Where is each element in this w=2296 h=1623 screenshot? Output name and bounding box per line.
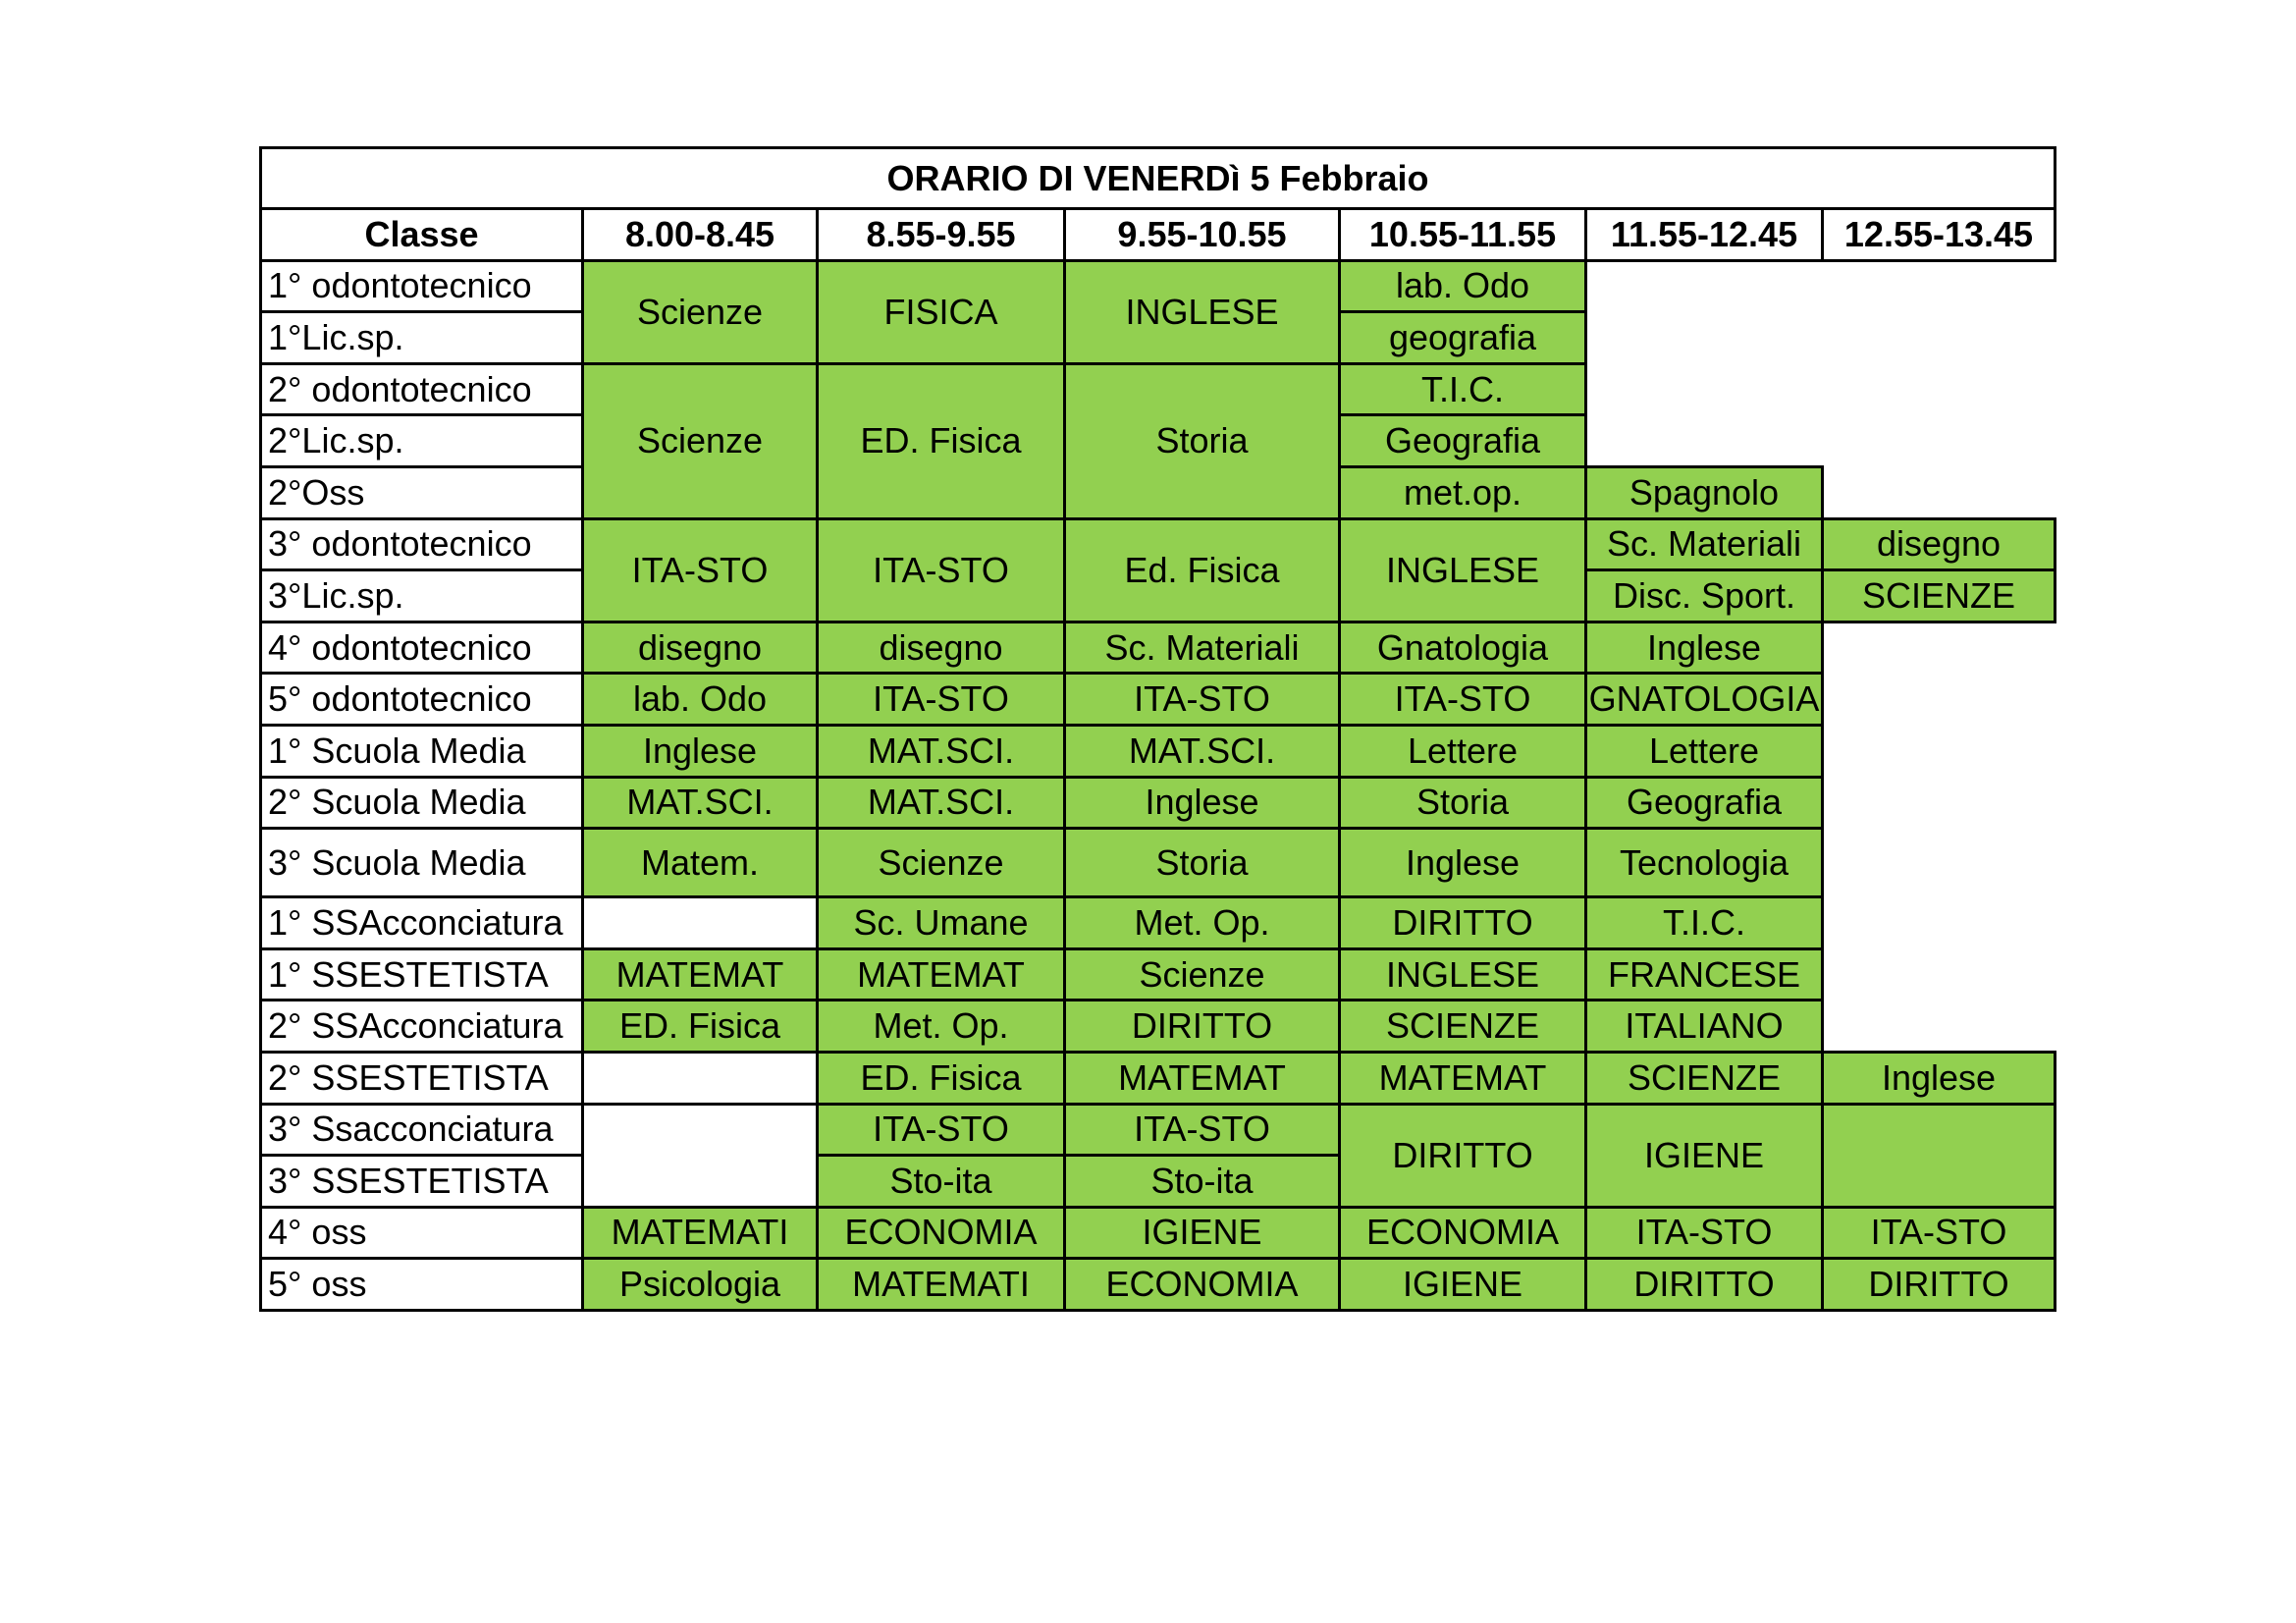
class-label: 1° SSAcconciatura — [261, 897, 583, 949]
lesson-cell: met.op. — [1340, 466, 1586, 518]
lesson-cell: T.I.C. — [1586, 897, 1823, 949]
lesson-cell: DIRITTO — [1065, 1001, 1340, 1053]
lesson-cell: ITA-STO — [1823, 1207, 2056, 1259]
lesson-cell: ECONOMIA — [1340, 1207, 1586, 1259]
lesson-cell: Tecnologia — [1586, 829, 1823, 897]
lesson-cell: INGLESE — [1340, 518, 1586, 622]
lesson-cell: Matem. — [583, 829, 818, 897]
lesson-cell: Inglese — [1340, 829, 1586, 897]
header-slot-4: 10.55-11.55 — [1340, 209, 1586, 261]
lesson-cell: MATEMAT — [1065, 1052, 1340, 1104]
lesson-cell: ITA-STO — [583, 518, 818, 622]
empty-lesson-cell — [583, 897, 818, 949]
lesson-cell: IGIENE — [1340, 1259, 1586, 1311]
lesson-cell: Met. Op. — [818, 1001, 1065, 1053]
lesson-cell: MAT.SCI. — [583, 777, 818, 829]
lesson-cell: Spagnolo — [1586, 466, 1823, 518]
lesson-cell: MAT.SCI. — [1065, 725, 1340, 777]
lesson-cell: INGLESE — [1065, 260, 1340, 363]
class-label: 2° SSESTETISTA — [261, 1052, 583, 1104]
lesson-cell: ITA-STO — [818, 1104, 1065, 1156]
lesson-cell: MATEMATI — [818, 1259, 1065, 1311]
lesson-cell: Lettere — [1340, 725, 1586, 777]
class-label: 4° odontotecnico — [261, 622, 583, 674]
lesson-cell: MAT.SCI. — [818, 725, 1065, 777]
class-label: 3° Scuola Media — [261, 829, 583, 897]
lesson-cell: Sc. Materiali — [1065, 622, 1340, 674]
lesson-cell: MATEMAT — [1340, 1052, 1586, 1104]
lesson-cell: Inglese — [1586, 622, 1823, 674]
lesson-cell: DIRITTO — [1586, 1259, 1823, 1311]
lesson-cell: SCIENZE — [1586, 1052, 1823, 1104]
empty-lesson-cell — [583, 1104, 818, 1207]
class-label: 1°Lic.sp. — [261, 312, 583, 364]
lesson-cell: DIRITTO — [1340, 897, 1586, 949]
lesson-cell: Geografia — [1340, 415, 1586, 467]
header-slot-6: 12.55-13.45 — [1823, 209, 2056, 261]
empty-area — [1586, 260, 2056, 466]
lesson-cell: Sc. Materiali — [1586, 518, 1823, 570]
class-label: 2° Scuola Media — [261, 777, 583, 829]
lesson-cell: Sto-ita — [818, 1156, 1065, 1208]
lesson-cell: Geografia — [1586, 777, 1823, 829]
lesson-cell: Sto-ita — [1065, 1156, 1340, 1208]
lesson-cell: ECONOMIA — [1065, 1259, 1340, 1311]
lesson-cell: ITA-STO — [1065, 674, 1340, 726]
class-label: 2° SSAcconciatura — [261, 1001, 583, 1053]
class-label: 2°Oss — [261, 466, 583, 518]
header-slot-5: 11.55-12.45 — [1586, 209, 1823, 261]
page-title: ORARIO DI VENERDì 5 Febbraio — [261, 148, 2056, 209]
lesson-cell: ITA-STO — [818, 518, 1065, 622]
lesson-cell: SCIENZE — [1823, 570, 2056, 622]
lesson-cell: FISICA — [818, 260, 1065, 363]
lesson-cell: IGIENE — [1065, 1207, 1340, 1259]
class-label: 2°Lic.sp. — [261, 415, 583, 467]
lesson-cell: Inglese — [1823, 1052, 2056, 1104]
lesson-cell: ITA-STO — [818, 674, 1065, 726]
class-label: 5° odontotecnico — [261, 674, 583, 726]
lesson-cell: Inglese — [583, 725, 818, 777]
lesson-cell: DIRITTO — [1823, 1259, 2056, 1311]
class-label: 2° odontotecnico — [261, 363, 583, 415]
lesson-cell: ED. Fisica — [818, 1052, 1065, 1104]
class-label: 1° Scuola Media — [261, 725, 583, 777]
class-label: 3° Ssacconciatura — [261, 1104, 583, 1156]
lesson-cell: disegno — [818, 622, 1065, 674]
lesson-cell: Scienze — [583, 260, 818, 363]
lesson-cell: Storia — [1065, 363, 1340, 518]
lesson-cell: MATEMATI — [583, 1207, 818, 1259]
lesson-cell: geografia — [1340, 312, 1586, 364]
lesson-cell: ITA-STO — [1586, 1207, 1823, 1259]
lesson-cell: Scienze — [583, 363, 818, 518]
lesson-cell: FRANCESE — [1586, 948, 1823, 1001]
lesson-cell — [1823, 1104, 2056, 1207]
header-classe: Classe — [261, 209, 583, 261]
class-label: 4° oss — [261, 1207, 583, 1259]
lesson-cell: Lettere — [1586, 725, 1823, 777]
empty-area — [1823, 622, 2056, 1052]
lesson-cell: Met. Op. — [1065, 897, 1340, 949]
lesson-cell: Storia — [1340, 777, 1586, 829]
lesson-cell: Ed. Fisica — [1065, 518, 1340, 622]
lesson-cell: Sc. Umane — [818, 897, 1065, 949]
lesson-cell: disegno — [583, 622, 818, 674]
header-slot-1: 8.00-8.45 — [583, 209, 818, 261]
lesson-cell: Psicologia — [583, 1259, 818, 1311]
lesson-cell: Gnatologia — [1340, 622, 1586, 674]
lesson-cell: MATEMAT — [818, 948, 1065, 1001]
lesson-cell: IGIENE — [1586, 1104, 1823, 1207]
lesson-cell: Storia — [1065, 829, 1340, 897]
lesson-cell: INGLESE — [1340, 948, 1586, 1001]
lesson-cell: T.I.C. — [1340, 363, 1586, 415]
lesson-cell: Scienze — [818, 829, 1065, 897]
lesson-cell: disegno — [1823, 518, 2056, 570]
lesson-cell: MAT.SCI. — [818, 777, 1065, 829]
lesson-cell: ITA-STO — [1340, 674, 1586, 726]
lesson-cell: DIRITTO — [1340, 1104, 1586, 1207]
lesson-cell: Inglese — [1065, 777, 1340, 829]
empty-area — [1823, 466, 2056, 518]
lesson-cell: lab. Odo — [1340, 260, 1586, 312]
lesson-cell: lab. Odo — [583, 674, 818, 726]
header-slot-2: 8.55-9.55 — [818, 209, 1065, 261]
class-label: 1° odontotecnico — [261, 260, 583, 312]
class-label: 3° SSESTETISTA — [261, 1156, 583, 1208]
lesson-cell: ITALIANO — [1586, 1001, 1823, 1053]
empty-lesson-cell — [583, 1052, 818, 1104]
lesson-cell: ITA-STO — [1065, 1104, 1340, 1156]
lesson-cell: ED. Fisica — [583, 1001, 818, 1053]
class-label: 3° odontotecnico — [261, 518, 583, 570]
lesson-cell: ED. Fisica — [818, 363, 1065, 518]
lesson-cell: Disc. Sport. — [1586, 570, 1823, 622]
lesson-cell: GNATOLOGIA — [1586, 674, 1823, 726]
lesson-cell: ECONOMIA — [818, 1207, 1065, 1259]
class-label: 5° oss — [261, 1259, 583, 1311]
class-label: 3°Lic.sp. — [261, 570, 583, 622]
class-label: 1° SSESTETISTA — [261, 948, 583, 1001]
schedule-table — [259, 146, 2056, 1312]
lesson-cell: SCIENZE — [1340, 1001, 1586, 1053]
lesson-cell: MATEMAT — [583, 948, 818, 1001]
header-slot-3: 9.55-10.55 — [1065, 209, 1340, 261]
lesson-cell: Scienze — [1065, 948, 1340, 1001]
